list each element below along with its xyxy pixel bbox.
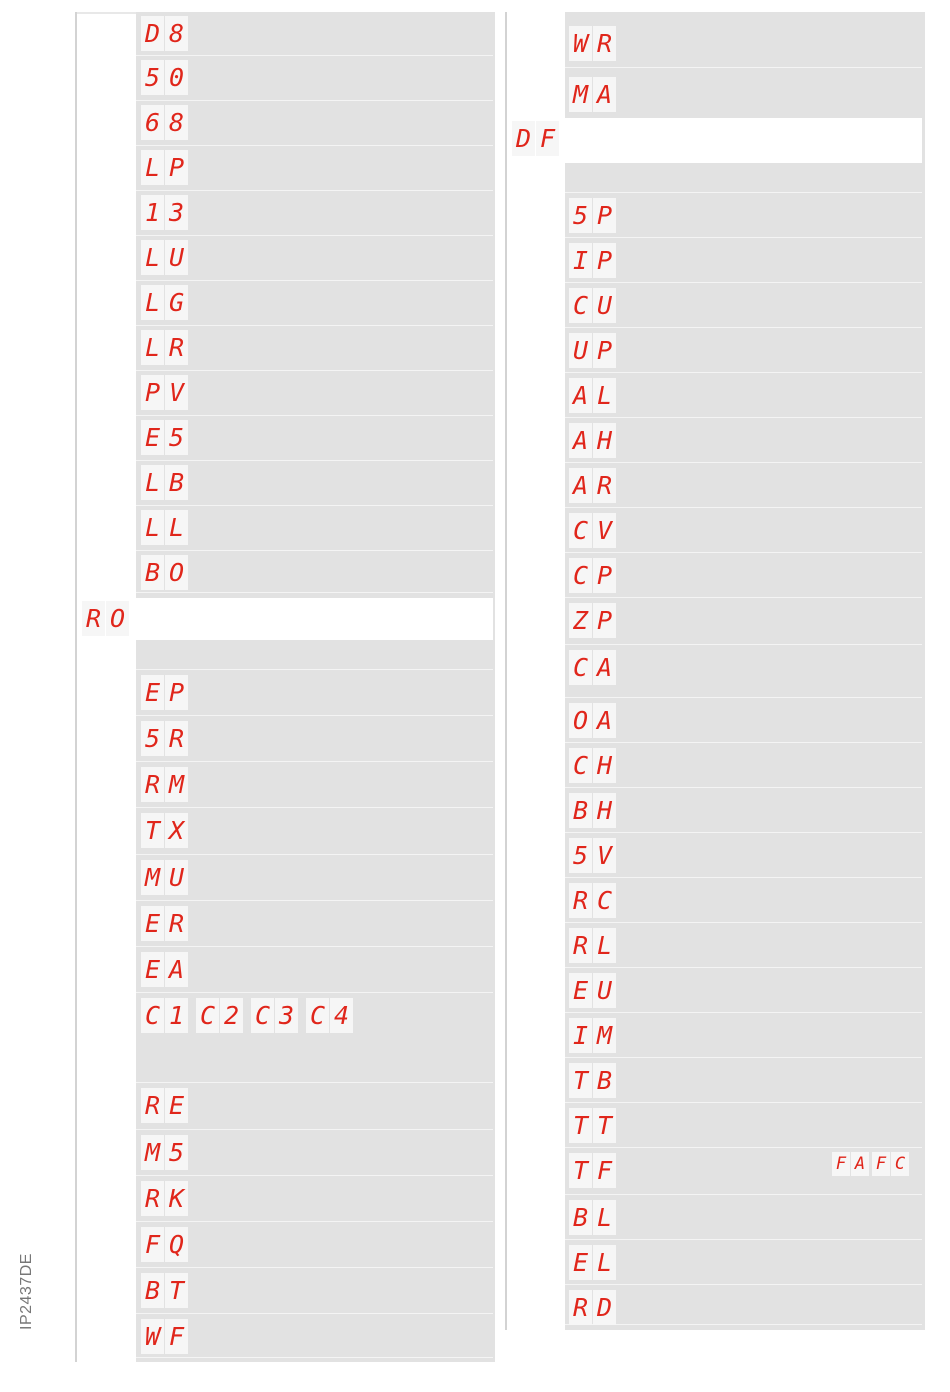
code-13 — [141, 195, 188, 230]
code-el — [569, 1245, 616, 1280]
left-row-50 — [136, 56, 493, 101]
left-row-d8 — [136, 12, 493, 56]
right-row-bh — [565, 788, 922, 833]
display-digit: U — [569, 333, 592, 368]
display-digit: F — [165, 1319, 188, 1354]
left-row-bt — [136, 1268, 493, 1314]
display-digit: U — [165, 240, 188, 275]
right-row-rl — [565, 923, 922, 968]
left-row-e5 — [136, 416, 493, 461]
display-digit: B — [141, 1273, 164, 1308]
display-digit: C — [306, 998, 329, 1033]
code-c4 — [306, 998, 353, 1033]
display-digit: A — [851, 1152, 869, 1176]
code-ar — [569, 468, 616, 503]
right-row-zp — [565, 598, 922, 645]
code-lp — [141, 150, 188, 185]
display-digit: 6 — [141, 105, 164, 140]
left-row-lp — [136, 146, 493, 191]
display-digit: P — [593, 603, 616, 638]
display-digit: V — [593, 513, 616, 548]
code-ip — [569, 243, 616, 278]
left-row-rm — [136, 762, 493, 808]
right-row-tt — [565, 1103, 922, 1148]
display-digit: L — [165, 510, 188, 545]
right-row-cu — [565, 283, 922, 328]
right-row-cp — [565, 553, 922, 598]
section-header-df — [507, 118, 922, 163]
display-digit: L — [141, 285, 164, 320]
code-oa — [569, 703, 616, 738]
display-digit: L — [141, 510, 164, 545]
code-68 — [141, 105, 188, 140]
display-digit: L — [141, 330, 164, 365]
left-row-re — [136, 1083, 493, 1130]
display-digit: 5 — [569, 198, 592, 233]
display-digit: I — [569, 1018, 592, 1053]
display-digit: L — [141, 150, 164, 185]
left-row-er — [136, 901, 493, 947]
display-digit: M — [165, 767, 188, 802]
display-digit: R — [165, 721, 188, 756]
right-row-eu — [565, 968, 922, 1013]
code-pv — [141, 375, 188, 410]
display-digit: L — [593, 1245, 616, 1280]
display-digit: P — [141, 375, 164, 410]
display-digit: A — [569, 378, 592, 413]
display-digit: C — [569, 288, 592, 323]
code-option-fa — [832, 1152, 869, 1176]
code-lu — [141, 240, 188, 275]
code-al — [569, 378, 616, 413]
display-digit: P — [593, 558, 616, 593]
code-lg — [141, 285, 188, 320]
display-digit: F — [872, 1152, 890, 1176]
code-cp — [569, 558, 616, 593]
display-digit: D — [593, 1290, 616, 1325]
display-digit: E — [165, 1088, 188, 1123]
code-tb — [569, 1063, 616, 1098]
right-row-ip — [565, 238, 922, 283]
display-digit: A — [569, 468, 592, 503]
section-header-ro — [77, 598, 493, 640]
code-ea — [141, 952, 188, 987]
display-digit: A — [593, 703, 616, 738]
display-digit: F — [832, 1152, 850, 1176]
section-header-df-code — [512, 121, 559, 156]
code-c3 — [251, 998, 298, 1033]
code-ep — [141, 675, 188, 710]
display-digit: F — [593, 1153, 616, 1188]
display-digit: P — [593, 333, 616, 368]
code-ca — [569, 650, 616, 685]
left-row-13 — [136, 191, 493, 236]
display-digit: C — [251, 998, 274, 1033]
right-row-ar — [565, 463, 922, 508]
right-row-ca — [565, 645, 922, 698]
display-digit: Z — [569, 603, 592, 638]
display-digit: D — [512, 121, 535, 156]
code-ll — [141, 510, 188, 545]
display-digit: E — [141, 952, 164, 987]
left-row-ll — [136, 506, 493, 551]
left-row-wf — [136, 1314, 493, 1358]
display-digit: F — [536, 121, 559, 156]
display-digit: A — [569, 423, 592, 458]
display-digit: R — [569, 883, 592, 918]
display-digit: Q — [165, 1227, 188, 1262]
display-digit: 5 — [141, 60, 164, 95]
display-digit: C — [141, 998, 164, 1033]
display-digit: R — [593, 26, 616, 61]
display-digit: U — [165, 860, 188, 895]
left-spacer-row — [136, 640, 493, 670]
code-group-c1-c4 — [141, 998, 353, 1033]
display-digit: B — [569, 793, 592, 828]
right-column-rule — [505, 12, 507, 1330]
code-ah — [569, 423, 616, 458]
display-digit: O — [106, 601, 129, 636]
code-d8 — [141, 16, 188, 51]
code-tt — [569, 1108, 616, 1143]
display-digit: K — [165, 1181, 188, 1216]
code-lb — [141, 465, 188, 500]
right-row-ch — [565, 743, 922, 788]
display-digit: L — [593, 928, 616, 963]
display-digit: B — [141, 555, 164, 590]
display-digit: D — [141, 16, 164, 51]
display-digit: U — [593, 288, 616, 323]
display-digit: O — [569, 703, 592, 738]
code-rc — [569, 883, 616, 918]
code-5p — [569, 198, 616, 233]
left-row-68 — [136, 101, 493, 146]
display-digit: 3 — [275, 998, 298, 1033]
code-5r — [141, 721, 188, 756]
code-bl — [569, 1200, 616, 1235]
display-digit: C — [569, 513, 592, 548]
display-digit: T — [165, 1273, 188, 1308]
right-row-rc — [565, 878, 922, 923]
right-row-ma — [565, 69, 922, 119]
code-up — [569, 333, 616, 368]
display-digit: X — [165, 813, 188, 848]
display-digit: A — [593, 650, 616, 685]
left-column-rule — [75, 12, 77, 1362]
display-digit: C — [569, 748, 592, 783]
right-row-cv — [565, 508, 922, 553]
right-row-up — [565, 328, 922, 373]
document-id-label: IP2437DE — [18, 1253, 35, 1330]
right-row-el — [565, 1240, 922, 1285]
display-digit: T — [569, 1108, 592, 1143]
right-row-bl — [565, 1195, 922, 1240]
display-digit: E — [569, 1245, 592, 1280]
code-rk — [141, 1181, 188, 1216]
display-digit: M — [141, 860, 164, 895]
display-digit: V — [593, 838, 616, 873]
display-digit: T — [569, 1063, 592, 1098]
display-digit: P — [165, 675, 188, 710]
display-digit: C — [569, 558, 592, 593]
section-header-ro-code — [82, 601, 129, 636]
code-bt — [141, 1273, 188, 1308]
display-digit: R — [82, 601, 105, 636]
code-re — [141, 1088, 188, 1123]
display-digit: 1 — [141, 195, 164, 230]
display-digit: T — [141, 813, 164, 848]
display-digit: G — [165, 285, 188, 320]
display-digit: U — [593, 973, 616, 1008]
left-row-rk — [136, 1176, 493, 1222]
code-zp — [569, 603, 616, 638]
display-digit: E — [141, 906, 164, 941]
display-digit: I — [569, 243, 592, 278]
display-digit: E — [141, 675, 164, 710]
display-digit: B — [569, 1200, 592, 1235]
display-digit: C — [891, 1152, 909, 1176]
display-digit: H — [593, 423, 616, 458]
display-digit: R — [569, 928, 592, 963]
display-digit: 0 — [165, 60, 188, 95]
display-digit: R — [141, 767, 164, 802]
display-digit: R — [165, 906, 188, 941]
left-row-tx — [136, 808, 493, 855]
display-digit: M — [141, 1135, 164, 1170]
code-fq — [141, 1227, 188, 1262]
display-digit: V — [165, 375, 188, 410]
code-c2 — [196, 998, 243, 1033]
code-eu — [569, 973, 616, 1008]
display-digit: A — [165, 952, 188, 987]
display-digit: 5 — [569, 838, 592, 873]
display-digit: B — [165, 465, 188, 500]
display-digit: L — [593, 378, 616, 413]
code-e5 — [141, 420, 188, 455]
display-digit: O — [165, 555, 188, 590]
right-spacer-row — [565, 163, 922, 193]
display-digit: P — [593, 243, 616, 278]
display-digit: L — [593, 1200, 616, 1235]
code-bh — [569, 793, 616, 828]
display-digit: C — [593, 883, 616, 918]
left-row-ep — [136, 670, 493, 716]
left-row-bo — [136, 551, 493, 593]
code-lr — [141, 330, 188, 365]
display-digit: 8 — [165, 105, 188, 140]
display-digit: P — [165, 150, 188, 185]
display-digit: L — [141, 465, 164, 500]
right-row-5p — [565, 193, 922, 238]
display-digit: 5 — [165, 420, 188, 455]
display-digit: E — [569, 973, 592, 1008]
left-border-strip — [77, 12, 136, 14]
display-digit: M — [569, 77, 592, 112]
display-digit: C — [196, 998, 219, 1033]
display-digit: H — [593, 793, 616, 828]
right-row-wr — [565, 18, 922, 68]
display-digit: 4 — [330, 998, 353, 1033]
code-ch — [569, 748, 616, 783]
code-c1 — [141, 998, 188, 1033]
right-row-im — [565, 1013, 922, 1058]
left-row-pv — [136, 371, 493, 416]
display-digit: P — [593, 198, 616, 233]
code-m5 — [141, 1135, 188, 1170]
left-row-m5 — [136, 1130, 493, 1176]
display-digit: 5 — [165, 1135, 188, 1170]
right-row-ah — [565, 418, 922, 463]
code-mu — [141, 860, 188, 895]
display-digit: E — [141, 420, 164, 455]
display-digit: M — [593, 1018, 616, 1053]
left-row-5r — [136, 716, 493, 762]
display-digit: R — [165, 330, 188, 365]
code-cv — [569, 513, 616, 548]
display-digit: T — [593, 1108, 616, 1143]
code-option-fc — [872, 1152, 909, 1176]
display-digit: 5 — [141, 721, 164, 756]
display-digit: H — [593, 748, 616, 783]
left-row-lb — [136, 461, 493, 506]
display-digit: C — [569, 650, 592, 685]
left-row-lg — [136, 281, 493, 326]
display-digit: 1 — [165, 998, 188, 1033]
display-digit: W — [569, 26, 592, 61]
code-rd — [569, 1290, 616, 1325]
display-digit: R — [141, 1088, 164, 1123]
display-digit: 2 — [220, 998, 243, 1033]
left-row-lr — [136, 326, 493, 371]
display-digit: R — [141, 1181, 164, 1216]
code-tf — [569, 1153, 616, 1188]
display-digit: F — [141, 1227, 164, 1262]
display-digit: 3 — [165, 195, 188, 230]
code-er — [141, 906, 188, 941]
right-row-5v — [565, 833, 922, 878]
left-row-fq — [136, 1222, 493, 1268]
display-digit: 8 — [165, 16, 188, 51]
code-rm — [141, 767, 188, 802]
display-digit: A — [593, 77, 616, 112]
code-wf — [141, 1319, 188, 1354]
code-rl — [569, 928, 616, 963]
left-row-mu — [136, 855, 493, 901]
code-cu — [569, 288, 616, 323]
display-digit: L — [141, 240, 164, 275]
display-digit: T — [569, 1153, 592, 1188]
display-digit: W — [141, 1319, 164, 1354]
display-digit: R — [593, 468, 616, 503]
code-im — [569, 1018, 616, 1053]
left-row-lu — [136, 236, 493, 281]
right-row-oa — [565, 698, 922, 743]
right-row-rd — [565, 1285, 922, 1325]
code-bo — [141, 555, 188, 590]
display-digit: R — [569, 1290, 592, 1325]
right-row-tb — [565, 1058, 922, 1103]
code-tx — [141, 813, 188, 848]
code-ma — [569, 77, 616, 112]
code-5v — [569, 838, 616, 873]
right-row-al — [565, 373, 922, 418]
display-digit: B — [593, 1063, 616, 1098]
left-row-ea — [136, 947, 493, 993]
code-50 — [141, 60, 188, 95]
code-wr — [569, 26, 616, 61]
